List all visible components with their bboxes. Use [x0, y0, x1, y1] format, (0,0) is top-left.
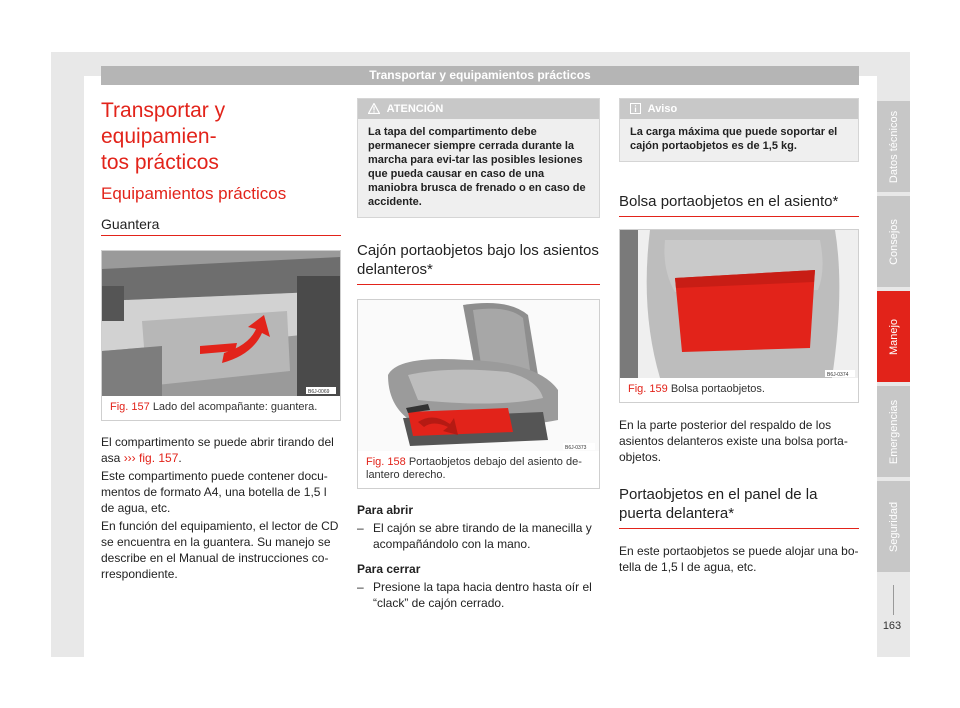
figure-caption [358, 451, 599, 488]
figure-159 [619, 229, 859, 403]
paragraph: En este portaobjetos se puede alojar una bo-tella de 1,5 l de agua, etc. [619, 544, 859, 574]
info-icon [630, 103, 641, 114]
figure-caption [102, 396, 340, 420]
tab-seguridad[interactable] [877, 481, 910, 572]
warning-label: ATENCIÓN [386, 103, 444, 115]
notice-box [619, 98, 859, 162]
figure-158 [357, 299, 600, 489]
warning-header [358, 99, 599, 119]
chapter-title: Transportar y equipamien- tos prácticos [101, 99, 226, 174]
tab-manejo[interactable] [877, 291, 910, 382]
step-item [357, 520, 600, 552]
seat-drawer-image [358, 300, 599, 451]
section-heading: Bolsa portaobjetos en el asiento* [619, 192, 859, 217]
dash-marker: – [357, 521, 364, 535]
warning-box [357, 98, 600, 218]
tab-consejos[interactable] [877, 196, 910, 287]
figure-caption-text: Bolsa portaobjetos. [670, 383, 765, 395]
subsection-title: Guantera [101, 216, 341, 236]
notice-header [620, 99, 858, 119]
cross-ref-arrows: ››› [123, 451, 136, 465]
column-left [101, 98, 341, 582]
paragraph: En función del equipamiento, el lector de CD se encuentra en la guantera. Su manejo se describe en el Manual de instrucciones co-rrespondiente. [101, 519, 339, 581]
svg-text:B6J-0373: B6J-0373 [565, 445, 587, 451]
paragraph [101, 434, 341, 466]
warning-triangle-icon [368, 103, 380, 114]
figure-caption-text: Portaobjetos debajo del asiento de-lantero derecho. [366, 456, 582, 481]
tab-emergencias[interactable] [877, 386, 910, 477]
tab-label: Consejos [887, 218, 900, 265]
paragraph-text-end: . [178, 451, 182, 465]
figure-157 [101, 250, 341, 421]
svg-text:B6J-0069: B6J-0069 [308, 389, 330, 395]
tab-label: Seguridad [887, 501, 900, 552]
notice-text: La carga máxima que puede soportar el cajón portaobjetos es de 1,5 kg. [630, 126, 838, 152]
section-title: Equipamientos prácticos [101, 184, 287, 203]
section-heading: Portaobjetos en el panel de la puerta delantera* [619, 485, 859, 529]
glovebox-image [102, 251, 340, 396]
paragraph: En la parte posterior del respaldo de los asientos delanteros existe una bolsa porta-objetos. [619, 418, 848, 464]
figure-number: Fig. 159 [628, 383, 668, 395]
column-right [619, 98, 859, 575]
dash-marker: – [357, 580, 364, 594]
step-item [357, 579, 600, 611]
chapter-tabs [877, 101, 910, 576]
svg-text:B6J-0374: B6J-0374 [827, 372, 849, 378]
figure-link[interactable]: fig. 157 [135, 451, 179, 465]
page-number: 163 [882, 620, 902, 632]
warning-text: La tapa del compartimento debe permanecer siempre cerrada durante la marcha para evi-tar las posibles lesiones que pueda causar en caso de una maniobra brusca de frenado o en caso de accidente. [368, 126, 586, 208]
tab-label: Manejo [887, 318, 900, 355]
step-heading-close: Para cerrar [357, 562, 421, 576]
running-header: Transportar y equipamientos prácticos [101, 66, 859, 85]
figure-number: Fig. 158 [366, 456, 406, 468]
paragraph-text: El compartimento se puede abrir tirando del asa [101, 435, 334, 465]
section-heading: Cajón portaobjetos bajo los asientos delanteros* [357, 241, 600, 285]
notice-label: Aviso [647, 103, 678, 115]
tab-datos-tecnicos[interactable] [877, 101, 910, 192]
step-text: El cajón se abre tirando de la manecilla y acompañándolo con la mano. [373, 521, 592, 551]
step-heading-open: Para abrir [357, 503, 414, 517]
step-text: Presione la tapa hacia dentro hasta oír el “clack” de cajón cerrado. [373, 580, 592, 610]
tab-label: Datos técnicos [887, 110, 900, 183]
column-middle [357, 98, 600, 611]
paragraph: Este compartimento puede contener docu-mentos de formato A4, una botella de 1,5 l de agua, etc. [101, 469, 328, 515]
page-number-divider [893, 585, 894, 615]
figure-number: Fig. 157 [110, 401, 150, 413]
figure-caption-text: Lado del acompañante: guantera. [152, 401, 318, 413]
seat-pocket-image [620, 230, 858, 378]
figure-caption [620, 378, 858, 402]
tab-label: Emergencias [887, 399, 900, 464]
